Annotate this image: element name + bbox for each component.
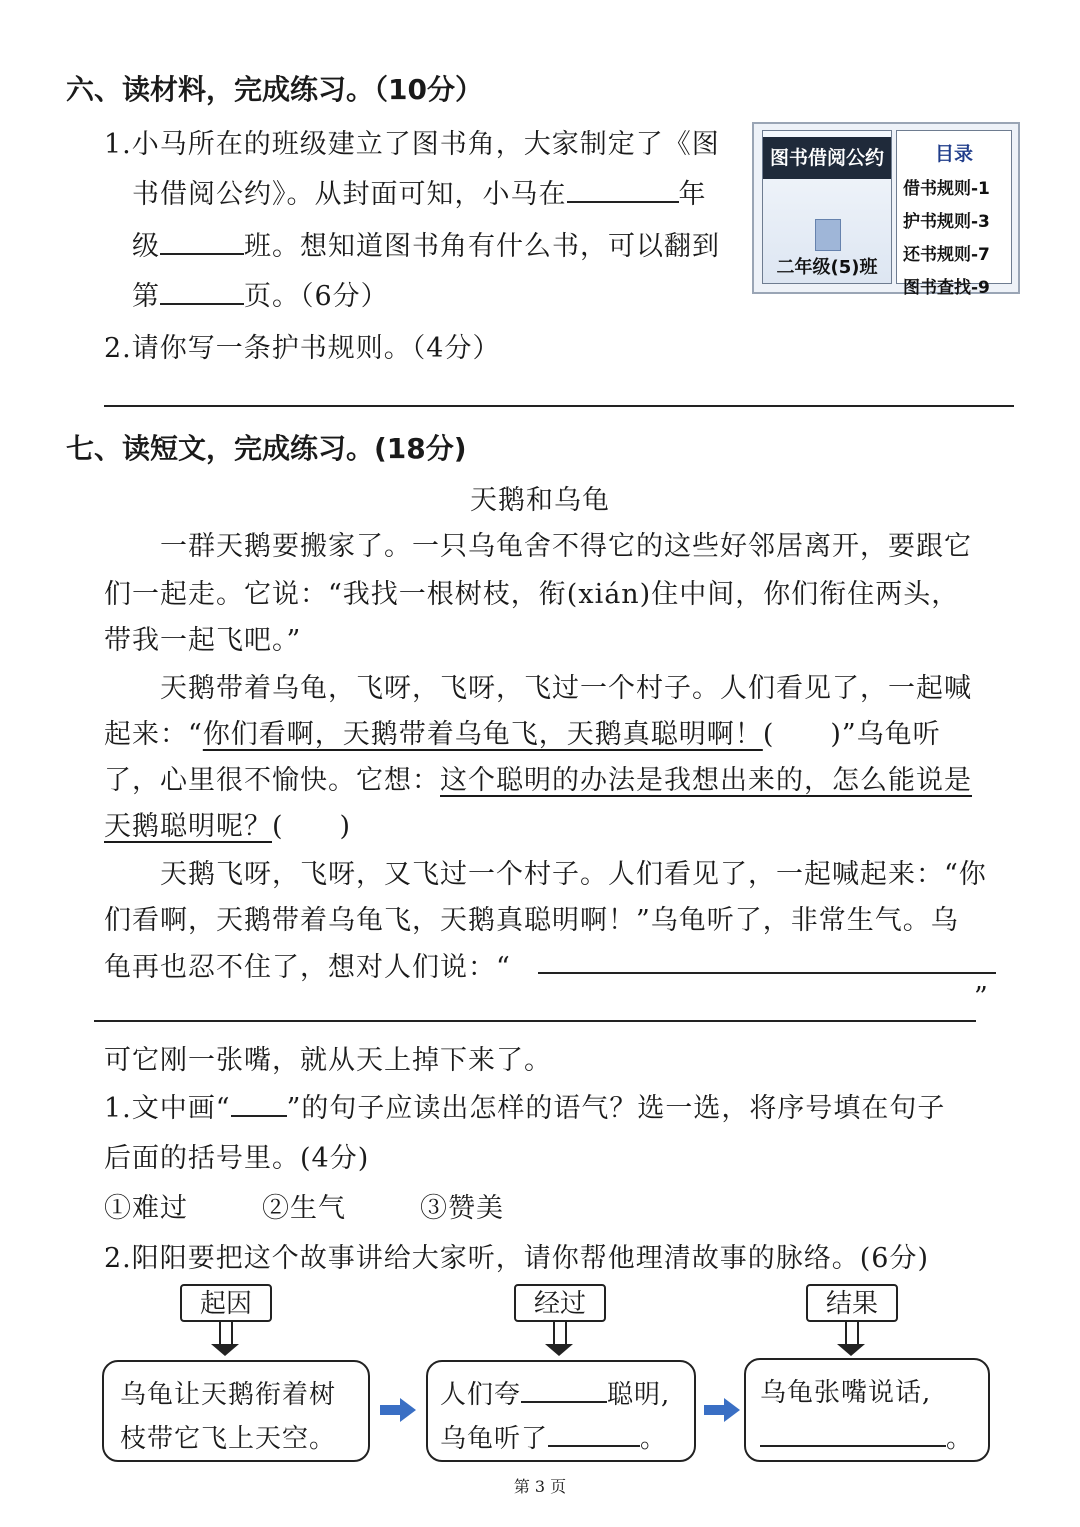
cause-line1: 乌龟让天鹅衔着树 [120,1380,337,1410]
s6-q2: 2.请你写一条护书规则。（4分） [104,333,501,364]
cover-front [762,130,892,284]
s6-q2-answer-line[interactable] [104,405,1014,407]
p3-line2: 们看啊，天鹅带着乌龟飞，天鹅真聪明啊！”乌龟听了，非常生气。乌 [104,905,959,936]
p1-line1: 一群天鹅要搬家了。一只乌龟舍不得它的这些好邻居离开，要跟它 [160,531,972,562]
p2-line4-end: ( ) [272,811,352,842]
s6-q1-line2-text: 书借阅公约》。从封面可知，小马在 [132,179,567,210]
s6-q1-line3 [132,224,720,263]
result-line1: 乌龟张嘴说话, [760,1378,932,1408]
p2-line4 [104,804,351,843]
flow-box-process [426,1360,696,1462]
p4: 可它刚一张嘴，就从天上掉下来了。 [104,1045,552,1076]
class-blank[interactable] [160,229,244,255]
p2-line2-end: ( )”乌龟听 [762,719,941,750]
s7-q2: 2.阳阳要把这个故事讲给大家听，请你帮他理清故事的脉络。(6分) [104,1243,930,1274]
toc-title: 目录 [934,143,973,165]
closing-quote: ” [974,982,989,1013]
s7-q1-line1-end: ”的句子应读出怎样的语气？选一选，将序号填在句子 [286,1093,946,1124]
right-arrow-icon [380,1398,416,1422]
p2-line2-start: 起来：“ [104,719,203,750]
flow-box-result [744,1358,990,1462]
turtle-feeling-blank[interactable] [548,1421,640,1447]
section6-heading: 六、读材料，完成练习。（10分） [66,73,483,106]
process-line1-start: 人们夸 [440,1380,522,1410]
p2-line3-start: 了，心里很不愉快。它想： [104,765,440,796]
underline-sample [231,1091,287,1117]
turtle-speech-line-2[interactable] [94,1020,976,1022]
label-cause: 起因 [180,1284,272,1322]
book-cover-image [752,122,1020,298]
process-line2-start: 乌龟听了 [440,1424,549,1454]
underlined-sentence-2a: 这个聪明的办法是我想出来的，怎么能说是 [440,765,972,796]
process-line1-end: 聪明, [607,1380,671,1410]
s6-q1-line2 [132,172,707,211]
down-arrow-icon [553,1322,567,1346]
p2-line1: 天鹅带着乌龟，飞呀，飞呀，飞过一个村子。人们看见了，一起喊 [160,673,972,704]
p3-line3: 龟再也忍不住了，想对人们说：“ [104,952,511,983]
story-title: 天鹅和乌龟 [470,485,610,516]
p3-line1: 天鹅飞呀，飞呀，又飞过一个村子。人们看见了，一起喊起来：“你 [160,859,987,890]
turtle-speech-line-1[interactable] [538,972,996,974]
process-line1 [440,1374,670,1411]
grade-blank[interactable] [567,177,679,203]
option-sad: ①难过 [104,1193,188,1224]
s7-q1-line1-start: 1.文中画“ [104,1093,231,1124]
cover-class-label: 二年级(5)班 [776,257,878,278]
toc-item-return: 还书规则-7 [903,245,990,265]
down-arrow-icon [845,1322,859,1346]
result-blank[interactable] [760,1421,946,1447]
page-blank[interactable] [160,279,244,305]
s7-q1-line1 [104,1086,945,1125]
option-praise: ③赞美 [420,1193,504,1224]
s6-q1-line4-start: 第 [132,281,160,312]
s7-q1-line2: 后面的括号里。(4分) [104,1143,370,1174]
process-line2 [440,1418,667,1455]
right-arrow-icon [704,1398,740,1422]
book-icon [815,219,841,251]
cause-line2: 枝带它飞上天空。 [120,1424,337,1454]
p2-line2 [104,712,941,751]
down-arrow-icon [219,1322,233,1346]
page-number: 第 3 页 [513,1477,567,1496]
p1-line3: 带我一起飞吧。” [104,625,302,656]
result-line2 [760,1418,973,1455]
underlined-sentence-1: 你们看啊，天鹅带着乌龟飞，天鹅真聪明啊！ [202,719,763,750]
s6-q1-line3-start: 级 [132,231,160,262]
cover-title: 图书借阅公约 [763,137,891,179]
s6-q1-line2-end: 年 [678,179,707,210]
toc-item-protect: 护书规则-3 [903,212,990,232]
underlined-sentence-2b: 天鹅聪明呢？ [104,811,272,842]
s6-q1-line4-end: 页。（6分） [244,281,389,312]
p2-line3 [104,758,972,797]
s6-q1-line4 [132,274,389,313]
s6-q1-line1: 1.小马所在的班级建立了图书角，大家制定了《图 [104,129,720,160]
label-process: 经过 [514,1284,606,1322]
p1-line2: 们一起走。它说：“我找一根树枝，衔(xián)住中间，你们衔住两头， [104,579,960,610]
flow-box-cause [102,1360,370,1462]
label-result: 结果 [806,1284,898,1322]
s6-q1-line3-text: 班。想知道图书角有什么书，可以翻到 [244,231,720,262]
cover-toc [896,130,1012,298]
praise-blank[interactable] [521,1377,607,1403]
toc-item-search: 图书查找-9 [903,278,990,298]
option-angry: ②生气 [262,1193,346,1224]
result-line2-end: 。 [946,1424,974,1454]
section7-heading: 七、读短文，完成练习。(18分) [66,432,467,465]
toc-item-borrow: 借书规则-1 [903,179,990,199]
process-line2-end: 。 [640,1424,668,1454]
